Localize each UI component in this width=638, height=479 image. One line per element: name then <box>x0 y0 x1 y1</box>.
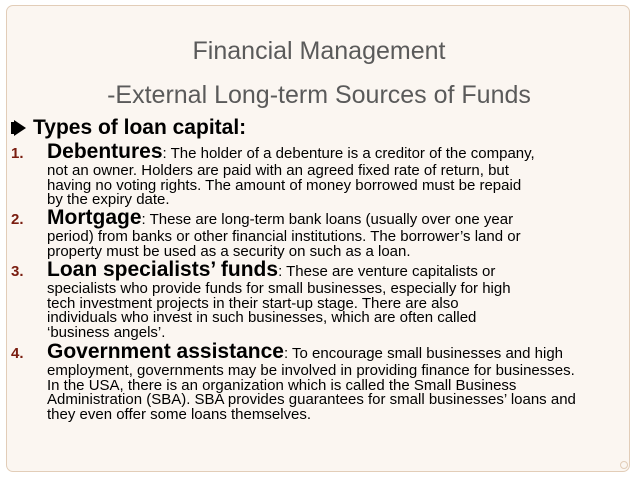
list-item-loan-specialists <box>11 258 619 340</box>
item-number: 1. <box>11 145 24 162</box>
list-item-government-assistance <box>11 340 619 422</box>
list-item-debentures <box>11 140 619 208</box>
item-line: individuals who invest in such businesses, which are often called <box>47 309 477 326</box>
item-line: employment, governments may be involved in providing finance for businesses. <box>47 362 575 379</box>
slide-title: Financial Management <box>192 37 446 65</box>
item-lead: : To encourage small businesses and high <box>283 345 564 362</box>
item-line: Administration (SBA). SBA provides guarantees for small businesses’ loans and <box>47 391 576 408</box>
item-lead: : The holder of a debenture is a creditor of the company, <box>162 145 535 162</box>
item-line: having no voting rights. The amount of money borrowed must be repaid <box>47 176 522 194</box>
item-number: 3. <box>11 263 24 280</box>
item-lead: : These are venture capitalists or <box>278 263 496 280</box>
section-heading <box>11 116 246 140</box>
item-line: tech investment projects in their start-up stage. There are also <box>47 294 459 312</box>
page-indicator <box>620 461 628 469</box>
item-line: ‘business angels’. <box>47 323 166 341</box>
item-lead: : These are long-term bank loans (usually over one year <box>141 211 514 228</box>
item-number: 2. <box>11 211 24 228</box>
item-term: Debentures <box>47 140 163 163</box>
item-line: In the USA, there is an organization which is called the Small Business <box>47 376 517 394</box>
item-line: by the expiry date. <box>47 191 170 208</box>
item-line: property must be used as a security on such as a loan. <box>47 242 411 260</box>
item-line: they even offer some loans themselves. <box>47 405 312 423</box>
slide-subtitle: -External Long-term Sources of Funds <box>107 81 531 109</box>
item-line: specialists who provide funds for small businesses, especially for high <box>47 280 511 297</box>
item-term: Government assistance <box>47 340 284 363</box>
section-heading-text: Types of loan capital: <box>33 116 247 139</box>
item-line: period) from banks or other financial institutions. The borrower’s land or <box>47 228 521 245</box>
item-line: not an owner. Holders are paid with an agreed fixed rate of return, but <box>47 162 509 179</box>
arrow-bullet-icon <box>11 120 33 136</box>
item-term: Loan specialists’ funds <box>47 258 279 281</box>
item-term: Mortgage <box>47 206 142 229</box>
list-item-mortgage <box>11 206 619 259</box>
item-number: 4. <box>11 345 24 362</box>
